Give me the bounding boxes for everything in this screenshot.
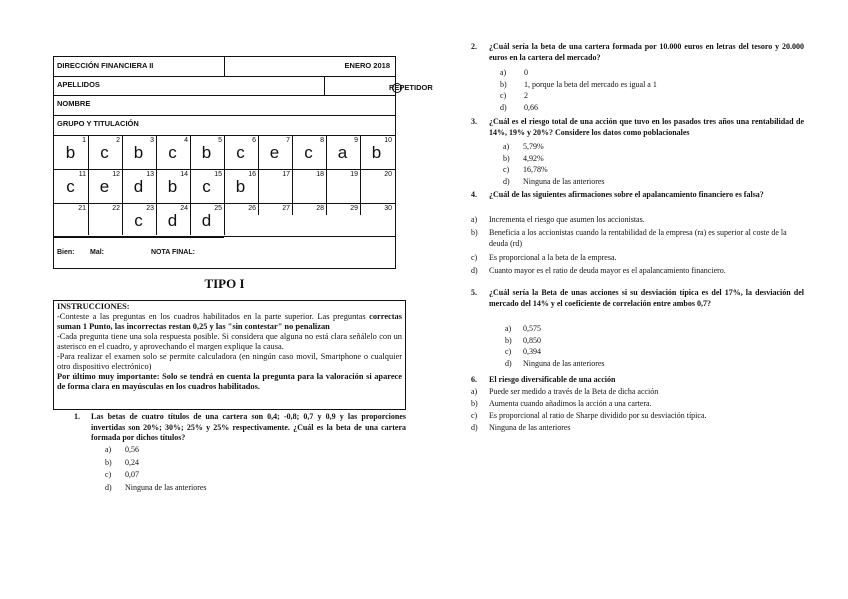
question-number-7: 7 (286, 137, 290, 144)
instructions-p2: -Cada pregunta tiene una sola respuesta posible. Si considera que alguna no está clara señálelo con un asterisco en el cuadro, y aprovechando el margen explique la causa. (57, 332, 402, 351)
option-text: Incrementa el riesgo que asumen los accionistas. (489, 215, 645, 224)
option-text: 0,575 (523, 324, 541, 333)
option-letter: a) (471, 215, 478, 224)
option-text: Ninguna de las anteriores (125, 482, 207, 492)
answer-cell-13[interactable]: d (133, 177, 144, 196)
question-2-option-c (500, 91, 528, 102)
answer-cell-15[interactable]: c (202, 177, 211, 196)
option-letter: a) (505, 324, 512, 333)
question-2-option-d (500, 103, 538, 114)
option-letter: c) (105, 470, 112, 479)
instructions-box (53, 300, 406, 410)
question-number-22: 22 (112, 205, 120, 212)
surnames-row[interactable] (54, 76, 433, 96)
option-text: Es proporcional a la beta de la empresa. (489, 253, 617, 262)
option-text: 2 (524, 91, 528, 100)
answer-cell-7[interactable]: e (269, 143, 280, 162)
question-number-2: 2 (116, 137, 120, 144)
question-number-17: 17 (282, 171, 290, 178)
question-number-9: 9 (354, 137, 358, 144)
question-2-option-b (500, 80, 657, 91)
option-letter: b) (471, 399, 478, 408)
question-3-text: ¿Cuál es el riesgo total de una acción que tuvo en los pasados tres años una rentabilidad de 14%, 19% y 20%? Considere los datos como poblacionales (489, 117, 804, 137)
question-1-number: 1. (74, 412, 80, 421)
question-3-option-d (503, 177, 605, 188)
option-letter: d) (505, 358, 512, 368)
group-label: GRUPO Y TITULACIÓN (57, 119, 139, 128)
answer-cell-11[interactable]: c (66, 177, 75, 196)
answer-cell-1[interactable]: b (65, 143, 76, 162)
question-number-21: 21 (78, 205, 86, 212)
answer-cell-14[interactable]: b (167, 177, 178, 196)
answer-cell-4[interactable]: c (168, 143, 177, 162)
question-2-text: ¿Cuál sería la beta de una cartera formada por 10.000 euros en letras del tesoro y 20.000 euros en la cartera del mercado? (489, 42, 804, 62)
question-2 (471, 42, 804, 63)
question-6-option-c (471, 411, 707, 422)
option-letter: d) (500, 102, 507, 112)
exam-date: ENERO 2018 (344, 61, 390, 70)
question-5-option-c (505, 347, 541, 358)
answer-cell-9[interactable]: a (337, 143, 348, 162)
question-5-text: ¿Cuál sería la Beta de unas acciones si su desviación típica es del 17%, la desviación del mercado del 14% y el coeficiente de correlación entre ambos 0,7? (489, 288, 804, 308)
question-6 (471, 375, 804, 386)
question-number-30: 30 (384, 205, 392, 212)
question-4-option-b (471, 227, 804, 249)
instructions-p3: -Para realizar el examen solo se permite calculadora (en ningún caso movil, Smartphone o cualquier otro dispositivo electrónico) (57, 352, 402, 371)
question-6-text: El riesgo diversificable de una acción (489, 375, 616, 384)
question-6-option-d (471, 423, 571, 434)
question-number-6: 6 (252, 137, 256, 144)
question-4-text: ¿Cuál de las siguientes afirmaciones sobre el apalancamiento financiero es falsa? (489, 190, 764, 199)
question-3-option-a (503, 142, 544, 153)
option-text: Ninguna de las anteriores (489, 423, 571, 432)
question-number-1: 1 (82, 137, 86, 144)
question-3-option-b (503, 154, 544, 165)
option-letter: d) (471, 266, 478, 275)
question-6-option-b (471, 399, 652, 410)
answer-cell-5[interactable]: b (201, 143, 212, 162)
option-text: 0 (524, 68, 528, 77)
question-5-option-d (505, 359, 605, 370)
question-2-number: 2. (471, 42, 477, 51)
answer-cell-23[interactable]: c (134, 211, 143, 230)
option-text: 0,394 (523, 347, 541, 356)
option-text: Ninguna de las anteriores (523, 176, 605, 186)
question-1-option-c (105, 470, 139, 481)
bad-label: Mal: (90, 249, 104, 256)
question-3 (471, 117, 804, 138)
question-1-option-d (105, 483, 207, 494)
question-number-20: 20 (384, 171, 392, 178)
question-number-15: 15 (214, 171, 222, 178)
answer-form (53, 56, 433, 269)
option-letter: c) (471, 253, 478, 262)
question-number-5: 5 (218, 137, 222, 144)
question-4-option-a (471, 214, 804, 225)
option-letter: d) (105, 482, 112, 492)
option-text: 0,56 (125, 445, 139, 454)
question-number-14: 14 (180, 171, 188, 178)
option-text: Ninguna de las anteriores (523, 358, 605, 368)
question-number-23: 23 (146, 205, 154, 212)
question-5 (471, 288, 804, 309)
question-number-11: 11 (78, 171, 86, 178)
instructions-p1: -Conteste a las preguntas en los cuadros habilitados en la parte superior. Las preguntas correctas suman 1 Punto, las incorrectas restan 0,25 y las "sin contestar" no penalizan (57, 312, 402, 331)
question-number-8: 8 (320, 137, 324, 144)
name-label: NOMBRE (57, 99, 91, 108)
option-text: 0,07 (125, 470, 139, 479)
option-text: 16,78% (523, 165, 548, 174)
question-number-18: 18 (316, 171, 324, 178)
answer-cell-12[interactable]: e (99, 177, 110, 196)
question-2-option-a (500, 68, 528, 79)
question-5-option-a (505, 324, 541, 335)
question-4-option-c (471, 252, 804, 263)
option-letter: a) (503, 142, 510, 151)
option-letter: b) (500, 79, 507, 89)
option-letter: b) (105, 457, 112, 467)
option-letter: a) (105, 445, 112, 454)
question-number-4: 4 (184, 137, 188, 144)
option-letter: a) (500, 68, 507, 77)
answer-cell-3[interactable]: b (133, 143, 144, 162)
option-text: 0,24 (125, 457, 139, 467)
exam-type-title: TIPO I (204, 276, 245, 291)
option-text: Puede ser medido a través de la Beta de dicha acción (489, 387, 659, 396)
repeater-label: REPETIDOR (389, 83, 433, 92)
option-letter: a) (471, 387, 478, 396)
question-number-19: 19 (350, 171, 358, 178)
grade-row (54, 245, 395, 265)
option-text: 0,850 (523, 335, 541, 345)
option-text: 1, porque la beta del mercado es igual a 1 (524, 79, 657, 89)
question-3-option-c (503, 165, 548, 176)
option-letter: b) (505, 335, 512, 345)
answer-cell-6[interactable]: c (236, 143, 245, 162)
question-1-text: Las betas de cuatro títulos de una cartera son 0,4; -0,8; 0,7 y 0,9 y las proporciones invertidas son 20%; 30%; 25% y 25% respectivamente. ¿Cuál es la beta de una cartera formada por dichos títulos? (91, 412, 406, 443)
question-number-29: 29 (350, 205, 358, 212)
group-row[interactable] (54, 115, 395, 135)
instructions-heading: INSTRUCCIONES: (57, 302, 130, 311)
question-number-12: 12 (112, 171, 120, 178)
question-1-option-b (105, 458, 139, 469)
question-number-10: 10 (384, 137, 392, 144)
option-text: 5,79% (523, 142, 544, 151)
question-3-number: 3. (471, 117, 477, 126)
answer-cell-25[interactable]: d (201, 211, 212, 230)
question-4 (471, 190, 804, 201)
answer-cell-16[interactable]: b (235, 177, 246, 196)
question-1-option-a (105, 445, 139, 456)
answer-cell-2[interactable]: c (100, 143, 109, 162)
option-letter: b) (471, 228, 478, 237)
question-4-option-d (471, 265, 804, 276)
question-number-28: 28 (316, 205, 324, 212)
option-letter: c) (505, 347, 512, 356)
good-label: Bien: (57, 249, 75, 256)
question-1 (71, 412, 406, 444)
option-text: Cuanto mayor es el ratio de deuda mayor es el apalancamiento financiero. (489, 266, 726, 275)
question-number-3: 3 (150, 137, 154, 144)
option-text: Beneficia a los accionistas cuando la rentabilidad de la empresa (ra) es superior al coste de la deuda (rd) (489, 228, 787, 248)
answer-cell-8[interactable]: c (304, 143, 313, 162)
course-label: DIRECCIÓN FINANCIERA II (57, 61, 154, 70)
instructions-p4: Por último muy importante: Solo se tendrá en cuenta la pregunta para la valoración si aparece de forma clara en mayúsculas en los cuadros habilitados. (57, 372, 402, 391)
question-6-option-a (471, 387, 658, 398)
final-grade-label: NOTA FINAL: (151, 249, 195, 256)
question-number-16: 16 (248, 171, 256, 178)
name-row[interactable] (54, 95, 395, 116)
question-number-25: 25 (214, 205, 222, 212)
option-letter: d) (471, 423, 478, 432)
option-letter: b) (503, 153, 510, 163)
option-letter: c) (503, 165, 510, 174)
question-4-number: 4. (471, 190, 477, 199)
question-number-27: 27 (282, 205, 290, 212)
option-letter: c) (500, 91, 507, 100)
option-text: 4,92% (523, 153, 544, 163)
option-letter: d) (503, 176, 510, 186)
surnames-label: APELLIDOS (57, 80, 100, 89)
option-text: 0,66 (524, 102, 538, 112)
option-letter: c) (471, 411, 478, 420)
answer-cell-10[interactable]: b (371, 143, 382, 162)
question-number-24: 24 (180, 205, 188, 212)
question-number-26: 26 (248, 205, 256, 212)
question-6-number: 6. (471, 375, 477, 384)
option-text: Es proporcional al ratio de Sharpe dividido por su desviación típica. (489, 411, 707, 420)
repeater-radio[interactable] (392, 83, 402, 93)
question-number-13: 13 (146, 171, 154, 178)
option-text: Aumenta cuando añadimos la acción a una cartera. (489, 399, 652, 408)
question-5-option-b (505, 336, 541, 347)
question-5-number: 5. (471, 288, 477, 297)
answer-cell-24[interactable]: d (167, 211, 178, 230)
